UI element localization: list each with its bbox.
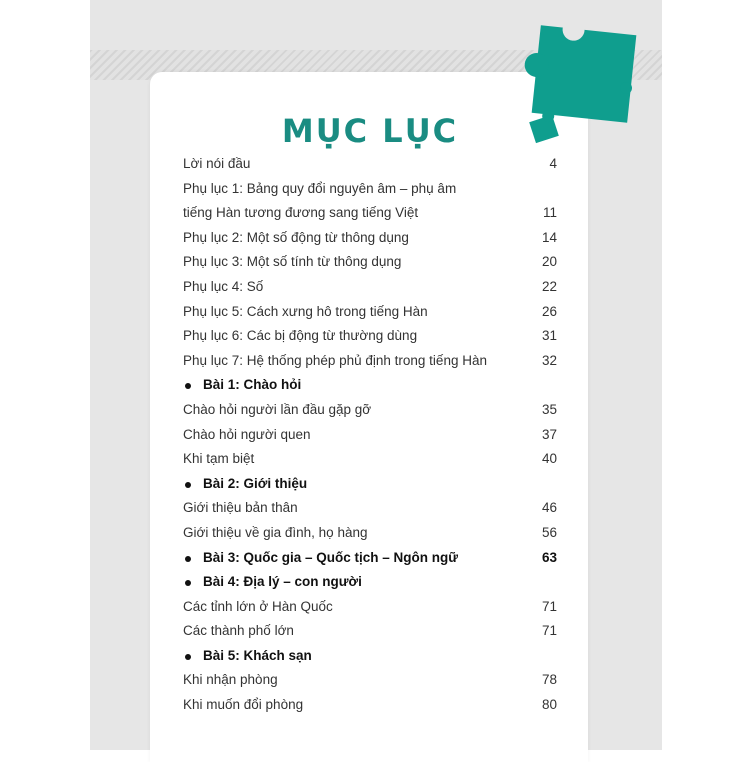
toc-page-number: 31	[541, 328, 557, 344]
toc-label: tiếng Hàn tương đương sang tiếng Việt	[183, 205, 419, 221]
toc-label: Khi tạm biệt	[183, 451, 255, 467]
toc-entry	[183, 275, 561, 300]
toc-label: Giới thiệu bản thân	[183, 500, 298, 516]
toc-label: Phụ lục 1: Bảng quy đổi nguyên âm – phụ âm	[183, 180, 457, 196]
toc-label: Phụ lục 6: Các bị động từ thường dùng	[183, 328, 418, 344]
toc-page-number: 32	[541, 352, 557, 368]
puzzle-dot-icon	[620, 82, 632, 94]
toc-page-number: 80	[541, 697, 557, 713]
toc-entry	[183, 595, 561, 620]
toc-label: Chào hỏi người quen	[183, 426, 311, 442]
toc-page-number: 37	[541, 426, 557, 442]
toc-lesson-heading	[183, 472, 561, 497]
toc-label: Bài 4: Địa lý – con người	[203, 574, 362, 590]
toc-entry	[183, 349, 561, 374]
toc-entry	[183, 177, 561, 202]
toc-label: Các thành phố lớn	[183, 623, 294, 639]
toc-label: Bài 5: Khách sạn	[203, 647, 312, 663]
toc-page-number: 14	[541, 229, 557, 245]
toc-label: Giới thiệu về gia đình, họ hàng	[183, 524, 368, 540]
toc-entry	[183, 250, 561, 275]
bullet-icon	[185, 580, 191, 586]
puzzle-piece-icon	[532, 25, 637, 123]
toc-page-number: 78	[541, 672, 557, 688]
toc-entry	[183, 668, 561, 693]
toc-label: Phụ lục 3: Một số tính từ thông dụng	[183, 254, 402, 270]
toc-lesson-heading	[183, 373, 561, 398]
toc-label: Khi muốn đổi phòng	[183, 697, 304, 713]
toc-page-number: 26	[541, 303, 557, 319]
toc-entry	[183, 447, 561, 472]
toc-page-number: 11	[542, 205, 557, 221]
toc-entry	[183, 423, 561, 448]
toc-label: Các tỉnh lớn ở Hàn Quốc	[183, 598, 333, 614]
toc-entry	[183, 152, 561, 177]
bullet-icon	[185, 556, 191, 562]
toc-label: Phụ lục 7: Hệ thống phép phủ định trong tiếng Hàn	[183, 352, 487, 368]
toc-entry	[183, 496, 561, 521]
toc-page-number: 63	[541, 549, 557, 565]
toc-entry	[183, 521, 561, 546]
toc-label: Khi nhận phòng	[183, 672, 278, 688]
toc-entry	[183, 201, 561, 226]
page-title: MỤC LỤC	[281, 112, 459, 150]
toc-entry	[183, 693, 561, 718]
toc-page-number: 71	[541, 598, 557, 614]
toc-entry	[183, 619, 561, 644]
toc-entry	[183, 398, 561, 423]
toc-label: Bài 1: Chào hỏi	[203, 377, 302, 393]
toc-page-number: 40	[541, 451, 557, 467]
toc-entry	[183, 324, 561, 349]
toc-page-number: 4	[549, 156, 557, 171]
toc-lesson-heading	[183, 644, 561, 669]
toc-label: Chào hỏi người lần đầu gặp gỡ	[183, 401, 372, 417]
toc-lesson-heading	[183, 546, 561, 571]
toc-label: Bài 2: Giới thiệu	[203, 475, 308, 491]
toc-entry	[183, 226, 561, 251]
bullet-icon	[185, 482, 191, 488]
bullet-icon	[185, 383, 191, 389]
toc-label: Phụ lục 2: Một số động từ thông dụng	[183, 229, 409, 245]
toc-label: Bài 3: Quốc gia – Quốc tịch – Ngôn ngữ	[203, 549, 459, 565]
toc-page-number: 35	[541, 401, 557, 417]
toc-page-number: 20	[541, 254, 557, 270]
toc-label: Phụ lục 4: Số	[183, 278, 264, 294]
table-of-contents	[183, 152, 561, 718]
toc-page-number: 46	[541, 500, 557, 516]
toc-page-number: 22	[541, 278, 557, 294]
toc-label: Phụ lục 5: Cách xưng hô trong tiếng Hàn	[183, 303, 428, 319]
toc-label: Lời nói đầu	[183, 156, 251, 171]
toc-page-number: 56	[541, 524, 557, 540]
toc-lesson-heading	[183, 570, 561, 595]
bullet-icon	[185, 654, 191, 660]
toc-entry	[183, 300, 561, 325]
toc-page-number: 71	[541, 623, 557, 639]
